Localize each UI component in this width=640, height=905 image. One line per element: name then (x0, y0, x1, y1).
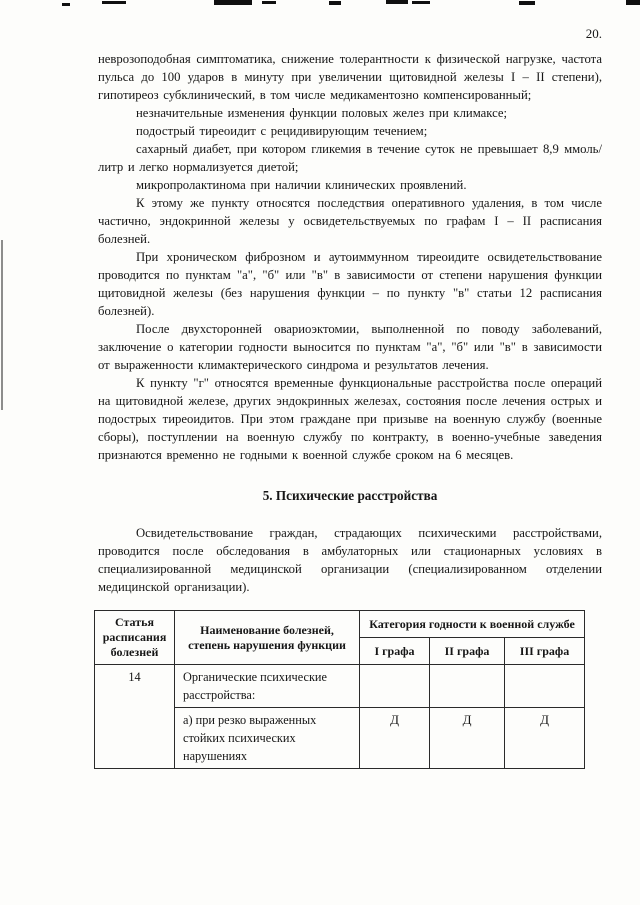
scan-artifact (386, 0, 408, 4)
paragraph: При хроническом фиброзном и аутоиммунном тиреоидите освидетельствование проводится по пунктам "а", "б" или "в" в зависимости от степени нарушения функции щитовидной железы (без нарушения функции – по пункту "в" статьи 12 расписания болезней). (98, 250, 602, 318)
category-cell-empty (430, 665, 505, 708)
article-number-cell: 14 (95, 665, 175, 769)
paragraph: подострый тиреоидит с рецидивирующим течением; (136, 124, 428, 138)
header-grafa-3: III графа (505, 638, 585, 665)
header-category-column: Категория годности к военной службе (360, 611, 585, 638)
scan-artifact (329, 1, 341, 5)
header-article-column: Статья расписания болезней (95, 611, 175, 665)
scan-artifact (102, 1, 126, 4)
disease-schedule-table (94, 610, 585, 769)
paragraph: микропролактинома при наличии клинических проявлений. (136, 178, 467, 192)
section-intro-paragraph: Освидетельствование граждан, страдающих психическими расстройствами, проводится после обследования в амбулаторных или стационарных условиях в специализированной медицинской организации (специализированном отделении медицинской организации). (98, 526, 602, 594)
section-heading: 5. Психические расстройства (262, 488, 438, 503)
paragraph: После двухсторонней овариоэктомии, выполненной по поводу заболеваний, заключение о категории годности выносится по пунктам "а", "б" или "в" в зависимости от выраженности климактерического синдрома и результатов лечения. (98, 322, 602, 372)
category-cell-grafa2: Д (430, 708, 505, 769)
category-cell-grafa3: Д (505, 708, 585, 769)
category-cell-grafa1: Д (360, 708, 430, 769)
scan-artifact (214, 0, 252, 5)
paragraph: К пункту "г" относятся временные функциональные расстройства после операций на щитовидной железе, других эндокринных железах, состояния после лечения острых и подострых тиреоидитов. При этом граждане при призыве на военную службу (военные сборы), поступлении на военную службу по контракту, в военно-учебные заведения признаются временно не годными к военной службе сроком на 6 месяцев. (98, 376, 602, 462)
header-grafa-1: I графа (360, 638, 430, 665)
scan-artifact (626, 0, 640, 5)
category-cell-empty (360, 665, 430, 708)
paragraph: незначительные изменения функции половых желез при климаксе; (136, 106, 508, 120)
scan-artifact (519, 1, 535, 5)
page-number: 20. (585, 26, 602, 41)
table-row (95, 665, 585, 708)
disease-name-cell: Органические психические расстройства: (175, 665, 360, 708)
paragraph: К этому же пункту относятся последствия оперативного удаления, в том числе частично, эндокринной железы у освидетельствуемых по графам I – II расписания болезней. (98, 196, 602, 246)
scan-artifact (62, 3, 70, 6)
scan-artifact (412, 1, 430, 4)
scan-artifact (262, 1, 276, 4)
paragraph: неврозоподобная симптоматика, снижение толерантности к физической нагрузке, частота пульса до 100 ударов в минуту при увеличении щитовидной железы I – II степени), гипотиреоз субклинический, в том числе медикаментозно компенсированный; (98, 52, 602, 102)
category-cell-empty (505, 665, 585, 708)
header-name-column: Наименование болезней, степень нарушения функции (175, 611, 360, 665)
paragraph: сахарный диабет, при котором гликемия в течение суток не превышает 8,9 ммоль/литр и легко нормализуется диетой; (98, 142, 602, 174)
scan-artifact (1, 240, 3, 410)
header-grafa-2: II графа (430, 638, 505, 665)
disease-item-cell: а) при резко выраженных стойких психических нарушениях (175, 708, 360, 769)
